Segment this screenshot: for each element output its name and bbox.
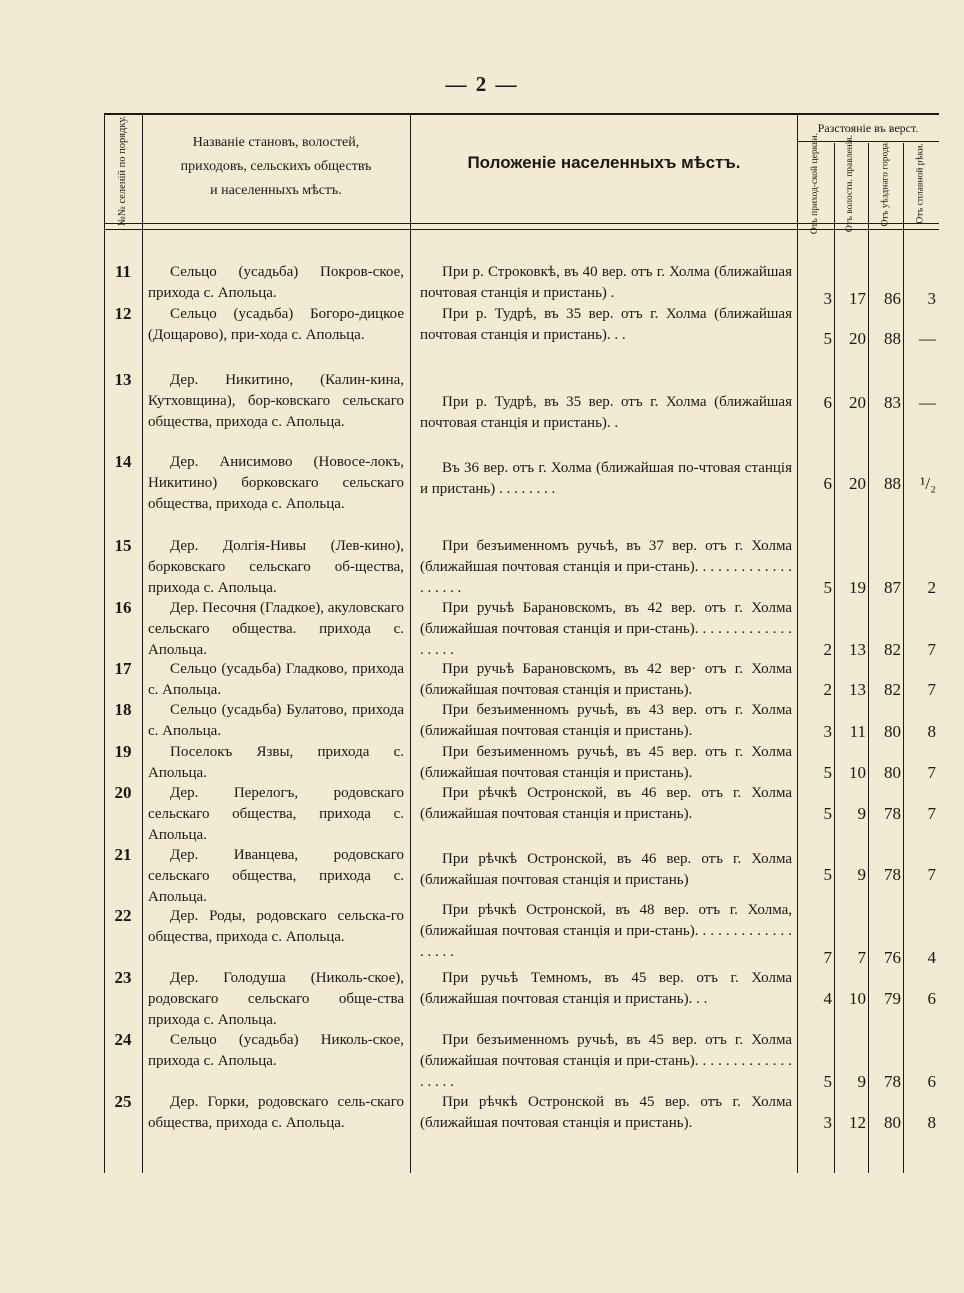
header-distance-church-label: Отъ приход-ской церкви. (810, 132, 820, 234)
row-distance-river: 7 (927, 804, 936, 823)
row-number: 11 (114, 262, 132, 281)
row-distance-river: ¹/₂ (920, 474, 936, 493)
row-distance-river: 7 (927, 865, 936, 884)
row-distance-church: 5 (823, 763, 832, 782)
row-name: Дер. Никитино, (Калин-кина, Кутховщина), бор-ковскаго сельскаго общества, прихода с. Апольца. (148, 372, 404, 430)
row-number: 14 (114, 452, 132, 471)
header-name-line: приходовъ, сельскихъ обществъ (180, 159, 372, 174)
row-distance-volost: 17 (849, 289, 866, 308)
row-distance-church: 5 (823, 804, 832, 823)
row-distance-volost: 9 (857, 865, 866, 884)
row-distance-river: — (919, 393, 936, 412)
row-distance-church: 3 (823, 722, 832, 741)
row-distance-volost: 11 (849, 722, 866, 741)
row-number: 19 (114, 742, 132, 761)
row-distance-church: 3 (823, 1113, 832, 1132)
row-distance-river: 7 (927, 640, 936, 659)
column-divider (410, 113, 411, 1173)
row-distance-river: 3 (927, 289, 936, 308)
row-distance-town: 78 (884, 865, 901, 884)
row-number: 25 (114, 1092, 132, 1111)
row-position: При ручьѣ Барановскомъ, въ 42 вер· отъ г. Холма (ближайшая почтовая станція и пристань). (420, 661, 792, 698)
row-distance-church: 6 (823, 474, 832, 493)
row-distance-town: 83 (884, 393, 901, 412)
row-position: При ручьѣ Темномъ, въ 45 вер. отъ г. Холма (ближайшая почтовая станція и пристань). . . (420, 970, 792, 1007)
row-distance-town: 76 (884, 948, 901, 967)
row-distance-river: 7 (927, 763, 936, 782)
row-distance-river: 8 (927, 1113, 936, 1132)
row-position: При ручьѣ Барановскомъ, въ 42 вер. отъ г. Холма (ближайшая почтовая станція и при-стань). . . . . . . . . . . . . . . . . . (420, 600, 792, 658)
row-distance-church: 5 (823, 865, 832, 884)
row-distance-volost: 10 (849, 989, 866, 1008)
header-number-column (106, 115, 140, 227)
header-distance-river-label: Отъ сплавной рѣки. (915, 142, 926, 224)
column-divider (142, 113, 143, 1173)
row-name: Дер. Песочня (Гладкое), акуловскаго сельскаго общества. прихода с. Апольца. (148, 600, 404, 658)
row-distance-volost: 10 (849, 763, 866, 782)
row-name: Сельцо (усадьба) Покров-ское, прихода с. Апольца. (148, 264, 404, 301)
header-distance-river (903, 142, 939, 224)
header-number-label: №№ селеній по порядку. (117, 115, 129, 227)
row-position: При безъименномъ ручьѣ, въ 37 вер. отъ г. Холма (ближайшая почтовая станція и при-стань). . . . . . . . . . . . . . . . . . . (420, 538, 792, 596)
row-number: 22 (114, 906, 132, 925)
page-number: — 2 — (445, 72, 519, 96)
row-distance-river: 4 (927, 948, 936, 967)
row-distance-town: 78 (884, 1072, 901, 1091)
row-distance-church: 3 (823, 289, 832, 308)
row-distance-river: — (919, 329, 936, 348)
row-distance-town: 87 (884, 578, 901, 597)
row-name: Дер. Анисимово (Новосе-локъ, Никитино) борковскаго сельскаго общества, прихода с. Апольца. (148, 454, 404, 512)
row-distance-river: 7 (927, 680, 936, 699)
top-rule (104, 113, 939, 115)
row-number: 20 (114, 783, 132, 802)
row-distance-town: 80 (884, 1113, 901, 1132)
row-position: При безъименномъ ручьѣ, въ 45 вер. отъ г. Холма (ближайшая почтовая станція и пристань). (420, 744, 792, 781)
row-distance-church: 5 (823, 329, 832, 348)
row-distance-town: 88 (884, 474, 901, 493)
row-distance-volost: 13 (849, 680, 866, 699)
row-distance-volost: 12 (849, 1113, 866, 1132)
row-position: Въ 36 вер. отъ г. Холма (ближайшая по-чтовая станція и пристань) . . . . . . . . (420, 460, 792, 497)
row-distance-river: 8 (927, 722, 936, 741)
row-number: 24 (114, 1030, 132, 1049)
row-name: Дер. Голодуша (Николь-ское), родовскаго сельскаго обще-ства прихода с. Апольца. (148, 970, 404, 1028)
row-distance-town: 82 (884, 640, 901, 659)
row-distance-town: 86 (884, 289, 901, 308)
row-number: 23 (114, 968, 132, 987)
row-distance-town: 80 (884, 763, 901, 782)
row-number: 15 (114, 536, 132, 555)
row-distance-volost: 19 (849, 578, 866, 597)
header-distance-volost (834, 134, 868, 232)
row-distance-town: 78 (884, 804, 901, 823)
row-distance-church: 2 (823, 680, 832, 699)
row-distance-volost: 9 (857, 804, 866, 823)
row-position: При безъименномъ ручьѣ, въ 43 вер. отъ г. Холма (ближайшая почтовая станція и пристань). (420, 702, 792, 739)
row-distance-town: 88 (884, 329, 901, 348)
row-name: Сельцо (усадьба) Гладково, прихода с. Апольца. (148, 661, 404, 698)
row-name: Сельцо (усадьба) Николь-ское, прихода с. Апольца. (148, 1032, 404, 1069)
row-number: 16 (114, 598, 132, 617)
row-name: Дер. Иванцева, родовскаго сельскаго общества, прихода с. Апольца. (148, 847, 404, 905)
row-name: Сельцо (усадьба) Булатово, прихода с. Апольца. (148, 702, 404, 739)
row-name: Сельцо (усадьба) Богоро-дицкое (Дощарово), при-хода с. Апольца. (148, 306, 404, 343)
row-distance-church: 4 (823, 989, 832, 1008)
row-name: Дер. Перелогъ, родовскаго сельскаго общества, прихода с. Апольца. (148, 785, 404, 843)
header-name-line: Названіе становъ, волостей, (192, 135, 360, 150)
row-distance-town: 79 (884, 989, 901, 1008)
row-distance-river: 6 (927, 1072, 936, 1091)
row-position: При р. Строковкѣ, въ 40 вер. отъ г. Холма (ближайшая почтовая станція и пристань) . (420, 264, 792, 301)
header-distance-group: Разстояніе въ верст. (817, 121, 919, 135)
header-distance-town (868, 140, 903, 226)
row-distance-church: 2 (823, 640, 832, 659)
row-distance-church: 5 (823, 578, 832, 597)
row-distance-volost: 20 (849, 474, 866, 493)
row-distance-river: 6 (927, 989, 936, 1008)
row-name: Дер. Горки, родовскаго сель-скаго общества, прихода с. Апольца. (148, 1094, 404, 1131)
row-position: При рѣчкѣ Остронской, въ 46 вер. отъ г. Холма (ближайшая почтовая станція и пристань) (420, 851, 792, 888)
row-position: При рѣчкѣ Остронской въ 45 вер. отъ г. Холма (ближайшая почтовая станція и пристань). (420, 1094, 792, 1131)
row-distance-church: 7 (823, 948, 832, 967)
header-position-column: Положеніе населенныхъ мѣстъ. (467, 153, 741, 172)
row-name: Дер. Долгія-Нивы (Лев-кино), борковскаго сельскаго об-щества, прихода с. Апольца. (148, 538, 404, 596)
row-number: 12 (114, 304, 132, 323)
header-distance-church (797, 132, 834, 234)
row-number: 17 (114, 659, 132, 678)
row-distance-church: 6 (823, 393, 832, 412)
row-name: Поселокъ Язвы, прихода с. Апольца. (148, 744, 404, 781)
row-distance-town: 82 (884, 680, 901, 699)
row-position: При рѣчкѣ Остронской, въ 48 вер. отъ г. Холма, (ближайшая почтовая станція и при-стань). . . . . . . . . . . . . . . . . . (420, 902, 792, 960)
row-distance-church: 5 (823, 1072, 832, 1091)
row-distance-volost: 20 (849, 393, 866, 412)
row-number: 13 (114, 370, 132, 389)
row-distance-volost: 9 (857, 1072, 866, 1091)
row-distance-river: 2 (927, 578, 936, 597)
row-name: Дер. Роды, родовскаго сельска-го общества, прихода с. Апольца. (148, 908, 404, 945)
header-distance-town-label: Отъ уѣзднаго города. (880, 140, 890, 226)
row-position: При р. Тудрѣ, въ 35 вер. отъ г. Холма (ближайшая почтовая станція и пристань). . (420, 394, 792, 431)
row-distance-volost: 20 (849, 329, 866, 348)
row-number: 21 (114, 845, 132, 864)
row-number: 18 (114, 700, 132, 719)
header-name-line: и населенныхъ мѣстъ. (210, 183, 342, 198)
row-position: При безъименномъ ручьѣ, въ 45 вер. отъ г. Холма (ближайшая почтовая станція и при-стань). . . . . . . . . . . . . . . . . . (420, 1032, 792, 1090)
row-position: При р. Тудрѣ, въ 35 вер. отъ г. Холма (ближайшая почтовая станція и пристань). . . (420, 306, 792, 343)
row-distance-volost: 7 (857, 948, 866, 967)
header-name-column (146, 131, 406, 203)
row-distance-volost: 13 (849, 640, 866, 659)
row-position: При рѣчкѣ Остронской, въ 46 вер. отъ г. Холма (ближайшая почтовая станція и пристань). (420, 785, 792, 822)
header-distance-volost-label: Отъ волости. правленія. (845, 134, 856, 232)
row-distance-town: 80 (884, 722, 901, 741)
